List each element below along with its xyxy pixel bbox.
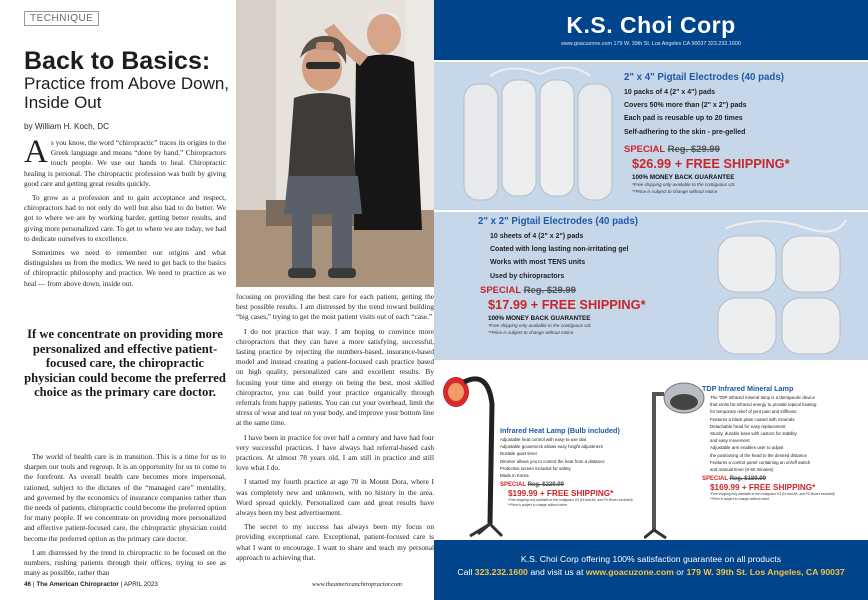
article-paragraph: focusing on providing the best care for each patient, getting the best possible results. I am distressed by the trend toward building “big cases,” trying to get the most patient visits out of each “case.” — [236, 292, 434, 322]
article-column-1-continued — [24, 452, 226, 582]
product-feature: 10 sheets of 4 (2" x 2") pads — [490, 233, 584, 240]
special-label: SPECIAL Reg. $229.99 — [500, 482, 564, 489]
regular-price: Reg. $189.99 — [729, 476, 766, 483]
product-title: TDP Infrared Mineral Lamp — [702, 384, 794, 393]
infrared-heat-lamp-image — [440, 364, 504, 540]
article-paragraph: I started my fourth practice at age 70 in Mount Dora, where I was completely new and unknown, with no history in the area. Word spread quickly. Personalized care and great results have always been my best advertisement. — [236, 477, 434, 518]
article-subtitle: Practice from Above Down, Inside Out — [24, 74, 230, 112]
product-feature: Used by chiropractors — [490, 272, 565, 280]
regular-price: Reg. $29.99 — [667, 143, 720, 155]
product-feature: Made in Korea — [500, 473, 529, 479]
product-tdp-mineral-lamp — [702, 384, 860, 502]
article-column-2 — [236, 292, 434, 567]
ad-street-address: 179 W. 39th St. Los Angeles, CA 90037 — [686, 567, 845, 577]
product-feature: and easy movement — [710, 438, 750, 444]
article-title: Back to Basics: — [24, 47, 211, 75]
shipping-note: *Free shipping only available to the contiguous US — [632, 181, 735, 187]
page-footer: 46 | The American Chiropractor | APRIL 2023 — [24, 581, 158, 588]
product-feature: and manual timer (0-60 minutes) — [710, 467, 774, 473]
ad-panel-2x2-electrodes — [434, 210, 868, 360]
product-feature: Adjustable gooseneck allows easy height adjustment — [500, 444, 603, 450]
sale-price: $169.99 + FREE SHIPPING* — [710, 483, 816, 493]
page-number: 46 — [24, 581, 32, 588]
article-paragraph: The world of health care is in transition. This is a time for us to sharpen our tools and regroup. It is an opportunity for us to come to the forefront. As overall health care becomes more impersonal, rationed, subject to the dictates of the “managed care” mentality, and governed by the economics of insurance companies rather than the needs of patients, chiropractic could become the preferred option for many people. If we concentrate on providing more personalized and effective patient-focused care, the chiropractic physician could become the preferred option as the primary care doctor. — [24, 452, 226, 543]
product-feature: Each pad is reusable up to 20 times — [624, 115, 743, 123]
product-2x4-electrodes — [624, 72, 859, 196]
magazine-url[interactable]: www.theamericanchiropractor.com — [312, 581, 402, 588]
product-feature: Features a control panel containing an on/off switch — [710, 459, 811, 465]
price-note: **Price is subject to change without notice — [710, 497, 770, 502]
ad-contact-line: www.goacuzone.com 179 W. 39th St. Los Angeles CA 90037 323.232.1600 — [561, 41, 741, 47]
special-label: SPECIAL Reg. $29.99 — [624, 143, 720, 155]
special-label: SPECIAL Reg. $189.99 — [702, 476, 766, 483]
issue-date: APRIL 2023 — [123, 581, 158, 588]
product-feature: that emits far-infrared energy to provide topical heating — [710, 402, 817, 408]
ad-header — [434, 0, 868, 60]
shipping-note: *Free shipping only available to the contiguous US (HI and AK, and PO Boxes excluded) — [508, 498, 633, 503]
magazine-name: The American Chiropractor — [36, 581, 119, 588]
article-column-1 — [24, 134, 226, 293]
money-back-guarantee: 100% MONEY BACK GUARANTEE — [488, 314, 591, 322]
product-feature: Features a black plate coated with minerals — [710, 416, 795, 422]
ad-company-name: K.S. Choi Corp — [566, 12, 736, 38]
product-feature: Detachable head for easy replacement — [710, 423, 786, 429]
dropcap: A — [24, 134, 48, 170]
advertisement-page — [434, 0, 868, 600]
article-paragraph: I do not practice that way. I am hoping to convince more chiropractors that they can have a more satisfying, successful, lasting practice by rejecting the numbers-based, insurance-based model and instead creating a patient-focused cash practice based on high quality, personalized care and excellent results. By focusing your time and energy on being the best, most skilled chiropractor, you can build your practice organically through referrals from happy patients. You can cut your overhead, limit the stress of wear and tear on your body, and improve your bottom line at the same time. — [236, 326, 434, 428]
ad-footer — [434, 540, 868, 600]
product-feature: The TDP Infrared mineral lamp is a therapeutic device — [710, 395, 816, 400]
sale-price: $17.99 + FREE SHIPPING* — [488, 296, 646, 312]
photo-chiropractor-adjusting-patient — [236, 0, 434, 287]
ad-phone[interactable]: 323.232.1600 — [474, 567, 528, 577]
product-feature: Coated with long lasting non-irritating gel — [490, 246, 629, 254]
product-feature: for temporary relief of joint pain and stiffness. — [710, 409, 798, 415]
ad-panel-2x4-electrodes — [434, 60, 868, 210]
photo-illustration — [236, 0, 434, 287]
price-note: **Price is subject to change without notice — [632, 189, 718, 195]
product-feature: Dimmer allows you to control the heat from a distance — [500, 458, 605, 464]
article-paragraph: I have been in practice for over half a century and have had four very successful practices. I have always had referral-based cash practices. At almost 78 years old, I am still in practice and still love what I do. — [236, 432, 434, 473]
product-title: Infrared Heat Lamp (Bulb included) — [500, 426, 620, 435]
ad-website-link[interactable]: www.goacuzone.com — [585, 567, 674, 577]
sale-price: $199.99 + FREE SHIPPING* — [508, 489, 614, 499]
tdp-mineral-lamp-image — [644, 364, 708, 540]
shipping-note: *Free shipping only available to the contiguous US (HI and AK, and PO Boxes excluded) — [710, 492, 835, 497]
article-paragraph: To grow as a profession and to gain acceptance and respect, chiropractors had to not only do well but also had to do better. We got to where we are by working harder, getting better results, and giving more personalized care. To get to where we are today, we had to dedicate ourselves to excellence. — [24, 193, 226, 243]
product-feature: Sturdy, durable base with castors for stability — [710, 431, 797, 437]
byline: by William H. Koch, DC — [24, 122, 110, 131]
price-note: **Price is subject to change without notice — [488, 330, 574, 336]
article-paragraph: I am distressed by the trend in chiropractic to be focused on the numbers, rushing patients through their offices, trying to see as many as possible, rather than — [24, 547, 226, 578]
product-title: 2" x 2" Pigtail Electrodes (40 pads) — [478, 216, 638, 227]
product-feature: Works with most TENS units — [490, 259, 586, 267]
price-note: **Price is subject to change without notice — [508, 503, 568, 508]
article-paragraph: Sometimes we need to remember our origins and what distinguishes us from the medics. We need to get back to the basics of chiropractic philosophy and practice. We need to practice as we heal — from above down, inside out. — [24, 248, 226, 288]
product-feature: 10 packs of 4 (2" x 4") pads — [624, 89, 716, 96]
regular-price: Reg. $29.99 — [523, 284, 576, 296]
article-paragraph: As you know, the word “chiropractic” traces its origins to the Greek language and means “done by hand.” Chiropractors touch people. We use our hands to heal. Chiropractic healing is personal. The chiropractic profession was built by giving good care and getting great results quickly. — [24, 134, 226, 188]
special-label: SPECIAL Reg. $29.99 — [480, 284, 576, 296]
product-title: 2" x 4" Pigtail Electrodes (40 pads) — [624, 72, 784, 83]
ad-panel-heat-lamps — [434, 360, 868, 540]
pull-quote: If we concentrate on providing more personalized and effective patient-focused care, the chiropractic physician could become the preferred choice as the primary care doctor. — [24, 327, 226, 399]
product-feature: Adjustable heat control with easy-to-use dial — [500, 437, 586, 442]
electrode-pads-2x2-image — [706, 218, 856, 358]
money-back-guarantee: 100% MONEY BACK GUARANTEE — [632, 173, 735, 181]
sale-price: $26.99 + FREE SHIPPING* — [632, 155, 790, 171]
electrode-pads-2x4-image — [450, 66, 620, 212]
ad-guarantee-line: K.S. Choi Corp offering 100% satisfaction guarantee on all products — [520, 554, 782, 564]
ad-contact-callout: Call 323.232.1600 and visit us at www.goacuzone.com or 179 W. 39th St. Los Angeles, CA 90037 — [457, 567, 845, 577]
article-paragraph: The secret to my success has always been my focus on providing exceptional care. Exceptional, patient-focused care is what I want to encourage. I want to share and teach my personal approach to achieving that. — [236, 522, 434, 562]
product-infrared-heat-lamp — [500, 426, 650, 508]
regular-price: Reg. $229.99 — [527, 482, 564, 489]
product-feature: Adjustable arm enables user to adjust — [710, 445, 784, 451]
section-tag: TECHNIQUE — [24, 11, 99, 26]
product-feature: the positioning of the head to the desired distance — [710, 452, 807, 458]
product-feature: Covers 50% more than (2" x 2") pads — [624, 102, 747, 110]
shipping-note: *Free shipping only available to the contiguous US — [488, 322, 591, 328]
product-feature: Self-adhering to the skin - pre-gelled — [624, 128, 746, 136]
product-feature: Durable quiet timer — [500, 451, 538, 457]
product-feature: Protective screen included for safety — [500, 465, 571, 471]
product-2x2-electrodes — [478, 216, 708, 337]
